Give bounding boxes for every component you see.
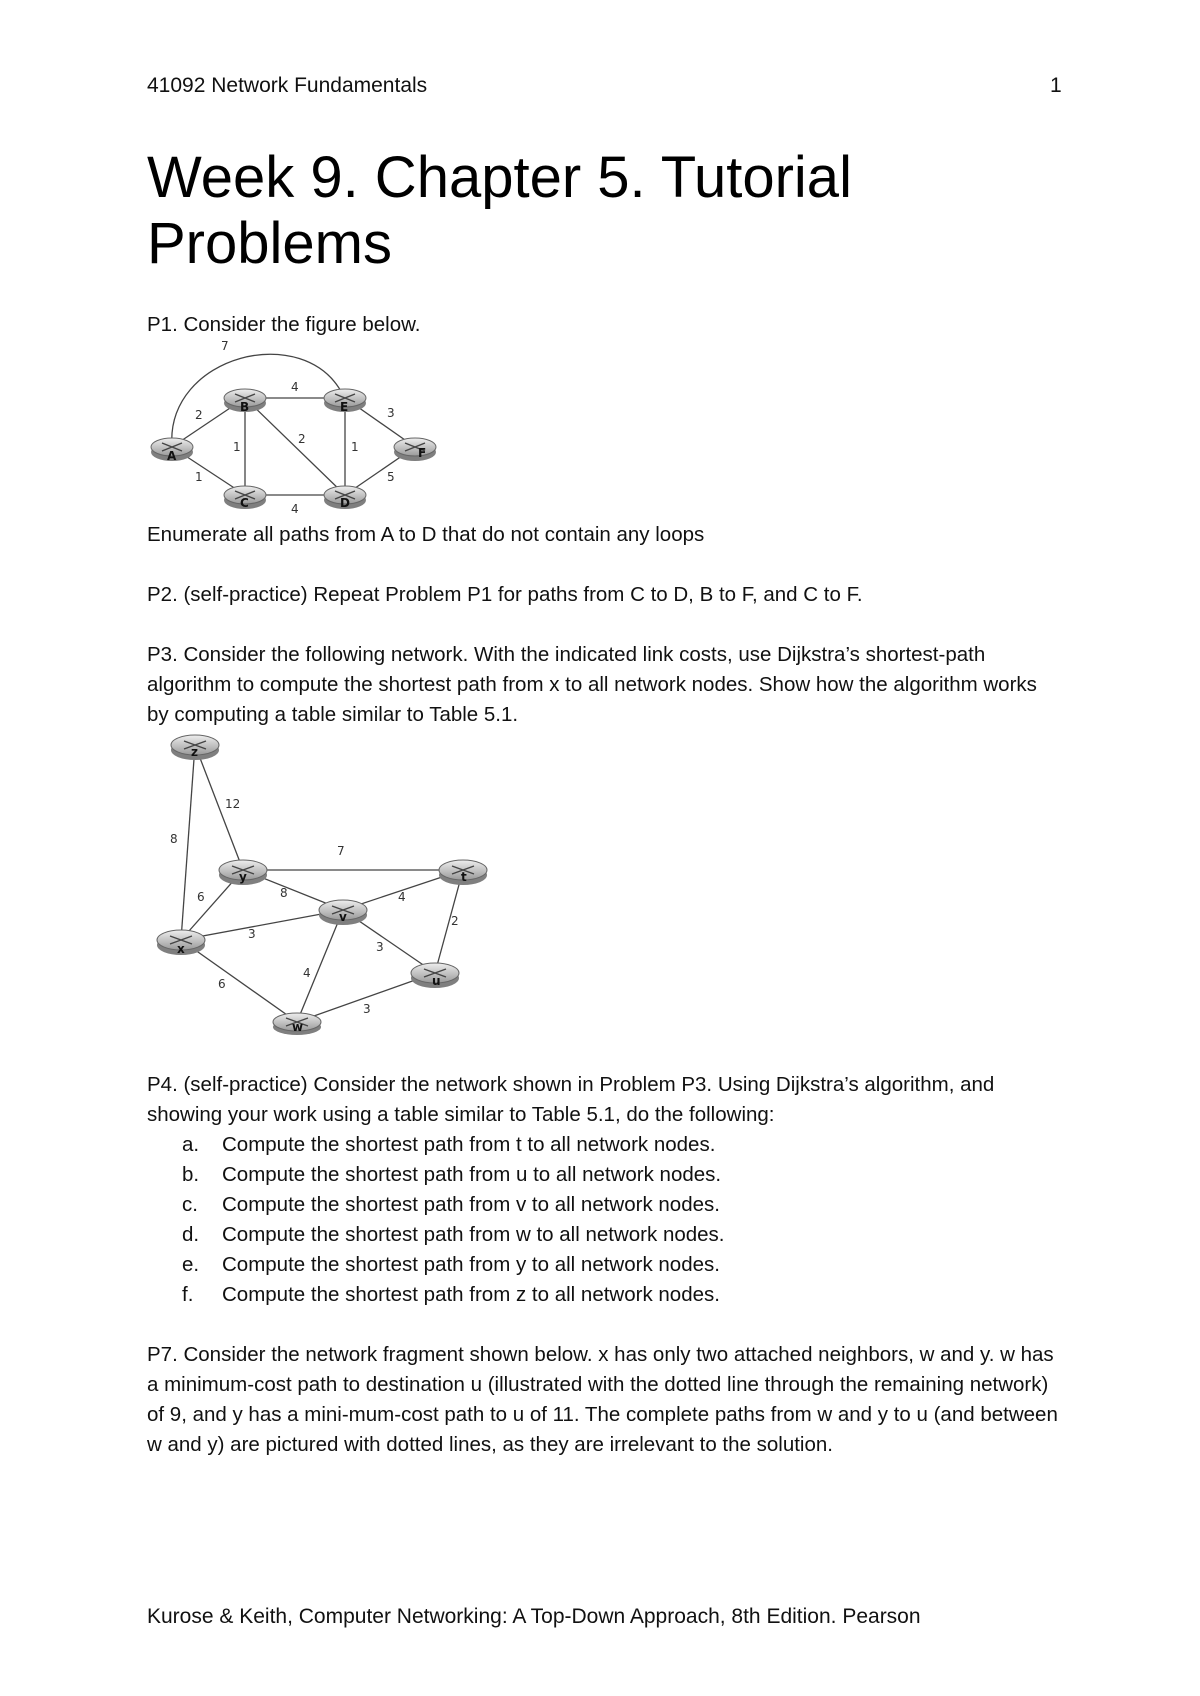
svg-text:D: D (340, 496, 350, 510)
svg-text:E: E (340, 400, 349, 414)
list-item: a. Compute the shortest path from t to all network nodes. (182, 1133, 716, 1156)
svg-text:A: A (167, 449, 177, 463)
svg-text:B: B (240, 400, 250, 414)
router-y (219, 860, 267, 885)
router-x (157, 930, 205, 956)
p3-text: P3. Consider the following network. With the indicated link costs, use Dijkstra’s shortest-path algorithm to compute the shortest path from x to all network nodes. Show how the algorithm works by computing a table similar to Table 5.1. (147, 643, 1037, 726)
p2-text: P2. (self-practice) Repeat Problem P1 for paths from C to D, B to F, and C to F. (147, 583, 863, 606)
cost-d-f: 5 (387, 470, 395, 484)
router-d (324, 486, 366, 510)
router-e (324, 389, 366, 414)
page-title: Week 9. Chapter 5. Tutorial Problems (147, 145, 852, 276)
router-f (394, 438, 436, 461)
router-z (171, 735, 219, 760)
cost-b-c: 1 (233, 440, 241, 454)
cost-b-d: 2 (298, 432, 306, 446)
cost-v-t: 4 (398, 890, 406, 904)
router-t (439, 860, 487, 885)
list-item: e. Compute the shortest path from y to all network nodes. (182, 1253, 720, 1276)
cost-w-u: 3 (363, 1002, 371, 1016)
svg-text:w: w (292, 1020, 304, 1034)
router-v (319, 900, 367, 925)
link-b-d (245, 398, 345, 495)
router-w (273, 1013, 321, 1035)
p7-text: P7. Consider the network fragment shown below. x has only two attached neighbors, w and y. w has a minimum-cost path to destination u (illustrated with the dotted line through the remaining network) of 9, and y has a mini-mum-cost path to u of 11. The complete paths from w and y to u (and between w and y) are pictured with dotted lines, as they are irrelevant to the solution. (147, 1343, 1058, 1456)
p1-prompt: P1. Consider the figure below. (147, 313, 421, 336)
figure-2-network (145, 725, 495, 1035)
p4-intro: P4. (self-practice) Consider the network shown in Problem P3. Using Dijkstra’s algorithm, and showing your work using a table similar to Table 5.1, do the following: (147, 1073, 995, 1126)
cost-y-t: 7 (337, 844, 345, 858)
cost-a-b: 2 (195, 408, 203, 422)
svg-text:F: F (418, 446, 427, 460)
cost-y-v: 8 (280, 886, 288, 900)
svg-text:u: u (432, 974, 441, 988)
cost-x-w: 6 (218, 977, 226, 991)
cost-e-d: 1 (351, 440, 359, 454)
router-a (151, 438, 193, 463)
router-c (224, 486, 266, 510)
cost-z-y: 12 (225, 797, 241, 811)
cost-a-c: 1 (195, 470, 203, 484)
link-x-v (181, 910, 343, 940)
cost-z-x: 8 (170, 832, 178, 846)
link-z-x (181, 745, 195, 940)
p1-question: Enumerate all paths from A to D that do not contain any loops (147, 523, 705, 546)
cost-a-e: 7 (221, 339, 229, 353)
list-item: d. Compute the shortest path from w to all network nodes. (182, 1223, 725, 1246)
svg-text:C: C (240, 496, 249, 510)
list-item: b. Compute the shortest path from u to all network nodes. (182, 1163, 722, 1186)
cost-x-v: 3 (248, 927, 256, 941)
router-b (224, 389, 266, 414)
cost-c-d: 4 (291, 502, 299, 515)
cost-b-e: 4 (291, 380, 299, 394)
svg-text:z: z (191, 745, 198, 759)
list-item: f. Compute the shortest path from z to all network nodes. (182, 1283, 720, 1306)
page-number: 1 (1050, 74, 1062, 97)
link-x-w (181, 940, 297, 1022)
cost-t-u: 2 (451, 914, 459, 928)
header-course: 41092 Network Fundamentals (147, 74, 428, 97)
list-item: c. Compute the shortest path from v to all network nodes. (182, 1193, 720, 1216)
router-u (411, 963, 459, 988)
figure-1-network (145, 335, 455, 515)
cost-v-u: 3 (376, 940, 384, 954)
p4-list (147, 1130, 1047, 1310)
svg-text:x: x (177, 942, 185, 956)
svg-text:v: v (339, 910, 347, 924)
cost-v-w: 4 (303, 966, 311, 980)
svg-text:y: y (239, 870, 247, 884)
cost-e-f: 3 (387, 406, 395, 420)
link-t-u (435, 870, 463, 973)
footer-citation: Kurose & Keith, Computer Networking: A Top-Down Approach, 8th Edition. Pearson (147, 1605, 921, 1628)
svg-text:t: t (461, 870, 467, 884)
cost-y-x: 6 (197, 890, 205, 904)
